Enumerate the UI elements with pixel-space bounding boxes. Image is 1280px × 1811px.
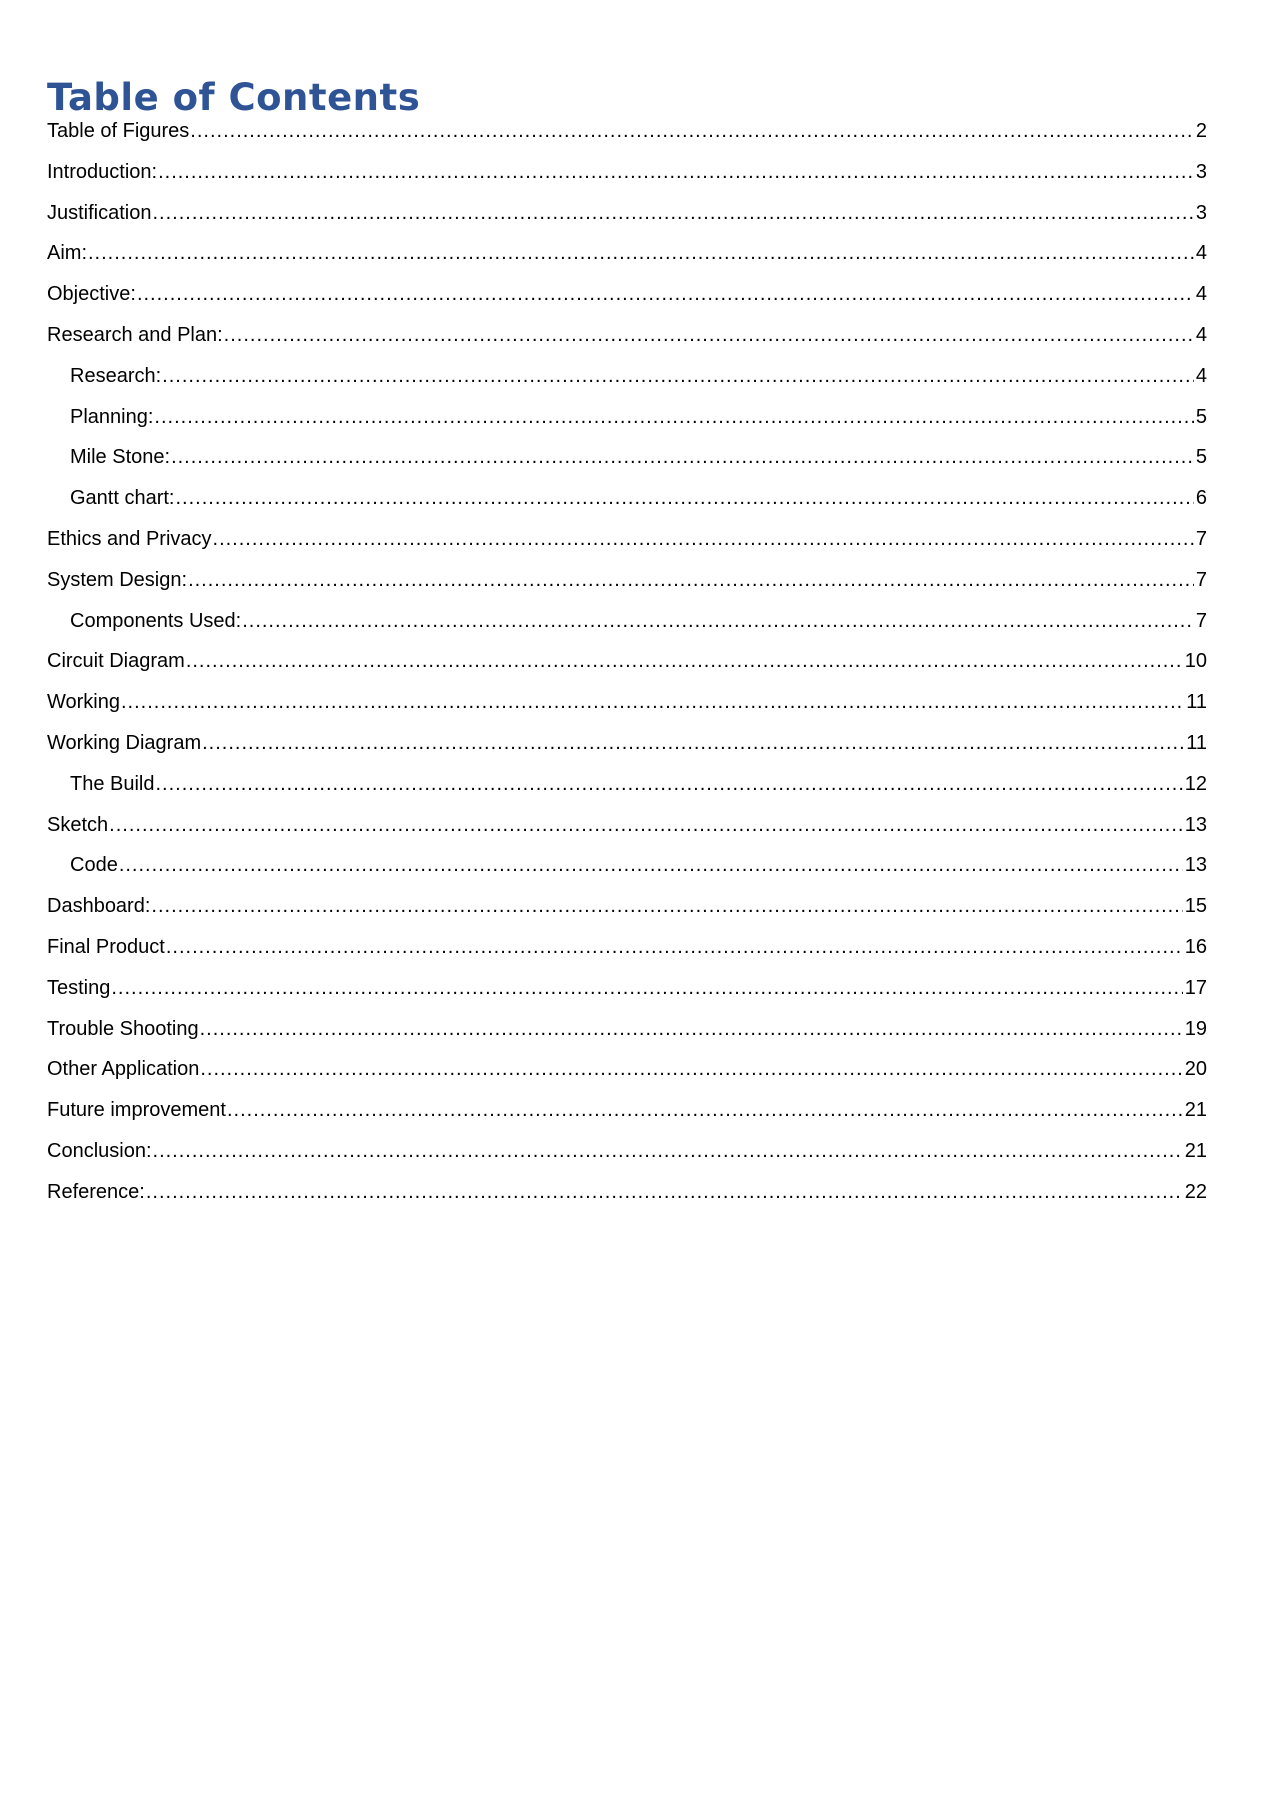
toc-entry-label: Components Used:: [70, 609, 242, 632]
toc-dot-leader: [154, 404, 1193, 430]
toc-entry[interactable]: [47, 118, 1207, 159]
toc-dot-leader: [162, 363, 1194, 389]
toc-entry[interactable]: [47, 200, 1207, 241]
toc-entry-label: Final Product: [47, 935, 165, 958]
toc-entry[interactable]: [47, 526, 1207, 567]
toc-entry-page-number: 22: [1184, 1180, 1207, 1203]
toc-dot-leader: [224, 322, 1194, 348]
toc-entry-page-number: 21: [1184, 1139, 1207, 1162]
toc-dot-leader: [190, 118, 1194, 144]
toc-dot-leader: [213, 526, 1194, 552]
toc-entry-label: Gantt chart:: [70, 487, 175, 510]
toc-dot-leader: [153, 200, 1194, 226]
toc-entry-page-number: 7: [1195, 568, 1207, 591]
toc-entry[interactable]: [47, 281, 1207, 322]
toc-entry-page-number: 12: [1184, 772, 1207, 795]
toc-dot-leader: [109, 812, 1183, 838]
toc-entry[interactable]: [47, 648, 1207, 689]
toc-entry-label: Sketch: [47, 813, 109, 836]
toc-entry-page-number: 4: [1195, 283, 1207, 306]
toc-entry-label: Research and Plan:: [47, 323, 223, 346]
toc-entry-page-number: 17: [1184, 976, 1207, 999]
toc-entry-label: Ethics and Privacy: [47, 527, 212, 550]
toc-entry-label: Mile Stone:: [70, 446, 171, 469]
toc-entry[interactable]: [47, 812, 1207, 853]
toc-entry-page-number: 13: [1184, 854, 1207, 877]
toc-entry-label: System Design:: [47, 568, 188, 591]
toc-entry-label: Working Diagram: [47, 731, 202, 754]
toc-entry-page-number: 20: [1184, 1058, 1207, 1081]
toc-entry-page-number: 4: [1195, 323, 1207, 346]
toc-dot-leader: [166, 934, 1183, 960]
toc-entry-page-number: 7: [1195, 609, 1207, 632]
toc-entry-page-number: 16: [1184, 935, 1207, 958]
toc-entry[interactable]: [47, 608, 1207, 649]
toc-entry-label: Justification: [47, 201, 152, 224]
toc-entry[interactable]: [47, 444, 1207, 485]
toc-entry-page-number: 4: [1195, 242, 1207, 265]
toc-entry-label: Code: [70, 854, 118, 877]
toc-entry-label: Planning:: [70, 405, 154, 428]
toc-entry-page-number: 11: [1186, 731, 1207, 754]
toc-entry-page-number: 15: [1184, 895, 1207, 918]
toc-entry[interactable]: [47, 485, 1207, 526]
toc-entry-page-number: 7: [1195, 527, 1207, 550]
toc-entry[interactable]: [47, 852, 1207, 893]
toc-entry[interactable]: [47, 893, 1207, 934]
toc-entry-label: Working: [47, 691, 120, 714]
toc-entry-label: Research:: [70, 364, 162, 387]
toc-entry[interactable]: [47, 404, 1207, 445]
toc-entry[interactable]: [47, 1179, 1207, 1220]
toc-dot-leader: [111, 975, 1182, 1001]
toc-entry[interactable]: [47, 567, 1207, 608]
toc-entry-label: Introduction:: [47, 160, 158, 183]
toc-dot-leader: [242, 608, 1194, 634]
toc-entry-label: Other Application: [47, 1058, 200, 1081]
toc-entry-label: Aim:: [47, 242, 87, 265]
toc-dot-leader: [158, 159, 1194, 185]
toc-dot-leader: [202, 730, 1184, 756]
toc-entry[interactable]: [47, 730, 1207, 771]
toc-entry-label: Future improvement: [47, 1099, 226, 1122]
toc-entry[interactable]: [47, 1097, 1207, 1138]
toc-dot-leader: [188, 567, 1194, 593]
toc-dot-leader: [151, 893, 1182, 919]
toc-entry-label: Dashboard:: [47, 895, 151, 918]
toc-entry-page-number: 2: [1195, 120, 1207, 142]
toc-entry[interactable]: [47, 322, 1207, 363]
toc-dot-leader: [121, 689, 1184, 715]
toc-entry-page-number: 4: [1195, 364, 1207, 387]
toc-entry-page-number: 5: [1195, 405, 1207, 428]
toc-entry-page-number: 3: [1195, 201, 1207, 224]
toc-dot-leader: [146, 1179, 1183, 1205]
toc-entry[interactable]: [47, 159, 1207, 200]
toc-entry[interactable]: [47, 1056, 1207, 1097]
toc-dot-leader: [186, 648, 1183, 674]
toc-entry[interactable]: [47, 771, 1207, 812]
toc-entry[interactable]: [47, 1138, 1207, 1179]
toc-entry-page-number: 13: [1184, 813, 1207, 836]
toc-list: [47, 118, 1207, 1220]
toc-entry-page-number: 10: [1184, 650, 1207, 673]
toc-entry-page-number: 19: [1184, 1017, 1207, 1040]
toc-dot-leader: [156, 771, 1183, 797]
toc-dot-leader: [176, 485, 1194, 511]
toc-dot-leader: [137, 281, 1194, 307]
toc-entry-page-number: 3: [1195, 160, 1207, 183]
toc-entry[interactable]: [47, 240, 1207, 281]
toc-dot-leader: [200, 1016, 1183, 1042]
toc-entry-page-number: 21: [1184, 1099, 1207, 1122]
toc-entry[interactable]: [47, 975, 1207, 1016]
toc-entry-label: Reference:: [47, 1180, 145, 1203]
toc-title: Table of Contents: [47, 76, 421, 119]
toc-entry[interactable]: [47, 363, 1207, 404]
toc-entry-page-number: 6: [1195, 487, 1207, 510]
toc-dot-leader: [200, 1056, 1182, 1082]
toc-entry-label: Conclusion:: [47, 1139, 152, 1162]
toc-entry-label: Trouble Shooting: [47, 1017, 199, 1040]
toc-dot-leader: [171, 444, 1194, 470]
toc-entry-label: Testing: [47, 976, 111, 999]
toc-entry-page-number: 5: [1195, 446, 1207, 469]
toc-dot-leader: [153, 1138, 1183, 1164]
toc-entry-page-number: 11: [1186, 691, 1207, 714]
toc-dot-leader: [88, 240, 1194, 266]
toc-entry-label: Circuit Diagram: [47, 650, 185, 673]
toc-entry[interactable]: [47, 689, 1207, 730]
toc-entry-label: Table of Figures: [47, 120, 190, 142]
toc-dot-leader: [227, 1097, 1183, 1123]
toc-entry-label: Objective:: [47, 283, 136, 306]
toc-entry[interactable]: [47, 1016, 1207, 1057]
toc-entry-label: The Build: [70, 772, 155, 795]
toc-dot-leader: [119, 852, 1183, 878]
toc-entry[interactable]: [47, 934, 1207, 975]
